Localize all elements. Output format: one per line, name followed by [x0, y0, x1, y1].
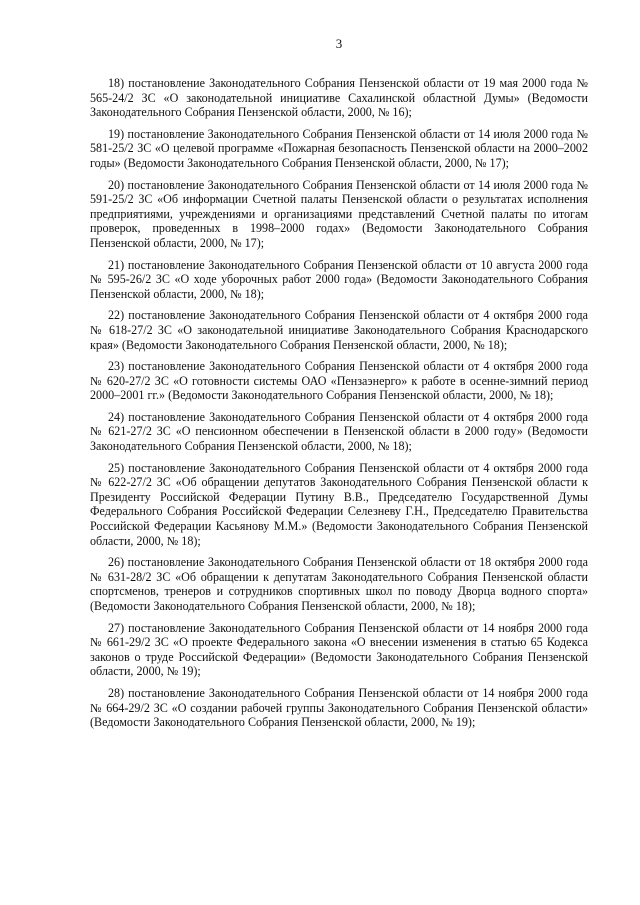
list-item: 24) постановление Законодательного Собрания Пензенской области от 4 октября 2000 года № 621-27/2 ЗС «О пенсионном обеспечении в Пензенской области в 2000 году» (Ведомости Законодательного Собрания Пензенской области, 2000, № 18);	[90, 409, 588, 454]
list-item: 18) постановление Законодательного Собрания Пензенской области от 19 мая 2000 года № 565-24/2 ЗС «О законодательной инициативе Сахалинской областной Думы» (Ведомости Законодательного Собрания Пензенской области, 2000, № 16);	[90, 76, 588, 120]
list-item: 26) постановление Законодательного Собрания Пензенской области от 18 октября 2000 года № 631-28/2 ЗС «Об обращении к депутатам Законодательного Собрания Пензенской области спортсменов, тренеров и сотрудников спортивных школ по поводу Дворца водного спорта» (Ведомости Законодательного Собрания Пензенской области, 2000, № 18);	[90, 555, 588, 613]
list-item: 20) постановление Законодательного Собрания Пензенской области от 14 июля 2000 года № 591-25/2 ЗС «Об информации Счетной палаты Пензенской области о результатах исполнения предприятиями, учреждениями и организациями представлений Счетной палаты по итогам проверок, проведенных в 1998–2000 годах» (Ведомости Законодательного Собрания Пензенской области, 2000, № 17);	[90, 177, 588, 250]
page-number: 3	[335, 36, 343, 51]
item-list	[90, 76, 588, 730]
list-item: 19) постановление Законодательного Собрания Пензенской области от 14 июля 2000 года № 581-25/2 ЗС «О целевой программе «Пожарная безопасность Пензенской области на 2000–2002 годы» (Ведомости Законодательного Собрания Пензенской области, 2000, № 17);	[90, 126, 588, 170]
list-item: 25) постановление Законодательного Собрания Пензенской области от 4 октября 2000 года № 622-27/2 ЗС «Об обращении депутатов Законодательного Собрания Пензенской области к Президенту Российской Федерации Путину В.В., Председателю Государственной Думы Федерального Собрания Российской Федерации Селезневу Г.Н., Председателю Правительства Российской Федерации Касьянову М.М.» (Ведомости Законодательного Собрания Пензенской области, 2000, № 18);	[90, 460, 588, 548]
list-item: 23) постановление Законодательного Собрания Пензенской области от 4 октября 2000 года № 620-27/2 ЗС «О готовности системы ОАО «Пензаэнерго» к работе в осенне-зимний период 2000–2001 гг.» (Ведомости Законодательного Собрания Пензенской области, 2000, № 18);	[90, 359, 588, 403]
list-item: 21) постановление Законодательного Собрания Пензенской области от 10 августа 2000 года № 595-26/2 ЗС «О ходе уборочных работ 2000 года» (Ведомости Законодательного Собрания Пензенской области, 2000, № 18);	[90, 257, 588, 301]
list-item: 27) постановление Законодательного Собрания Пензенской области от 14 ноября 2000 года № 661-29/2 ЗС «О проекте Федерального закона «О внесении изменения в статью 65 Кодекса законов о труде Российской Федерации» (Ведомости Законодательного Собрания Пензенской области, 2000, № 19);	[90, 620, 588, 679]
list-item: 22) постановление Законодательного Собрания Пензенской области от 4 октября 2000 года № 618-27/2 ЗС «О законодательной инициативе Законодательного Собрания Краснодарского края» (Ведомости Законодательного Собрания Пензенской области, 2000, № 18);	[90, 308, 588, 352]
list-item: 28) постановление Законодательного Собрания Пензенской области от 14 ноября 2000 года № 664-29/2 ЗС «О создании рабочей группы Законодательного Собрания Пензенской области» (Ведомости Законодательного Собрания Пензенской области, 2000, № 19);	[90, 685, 588, 730]
